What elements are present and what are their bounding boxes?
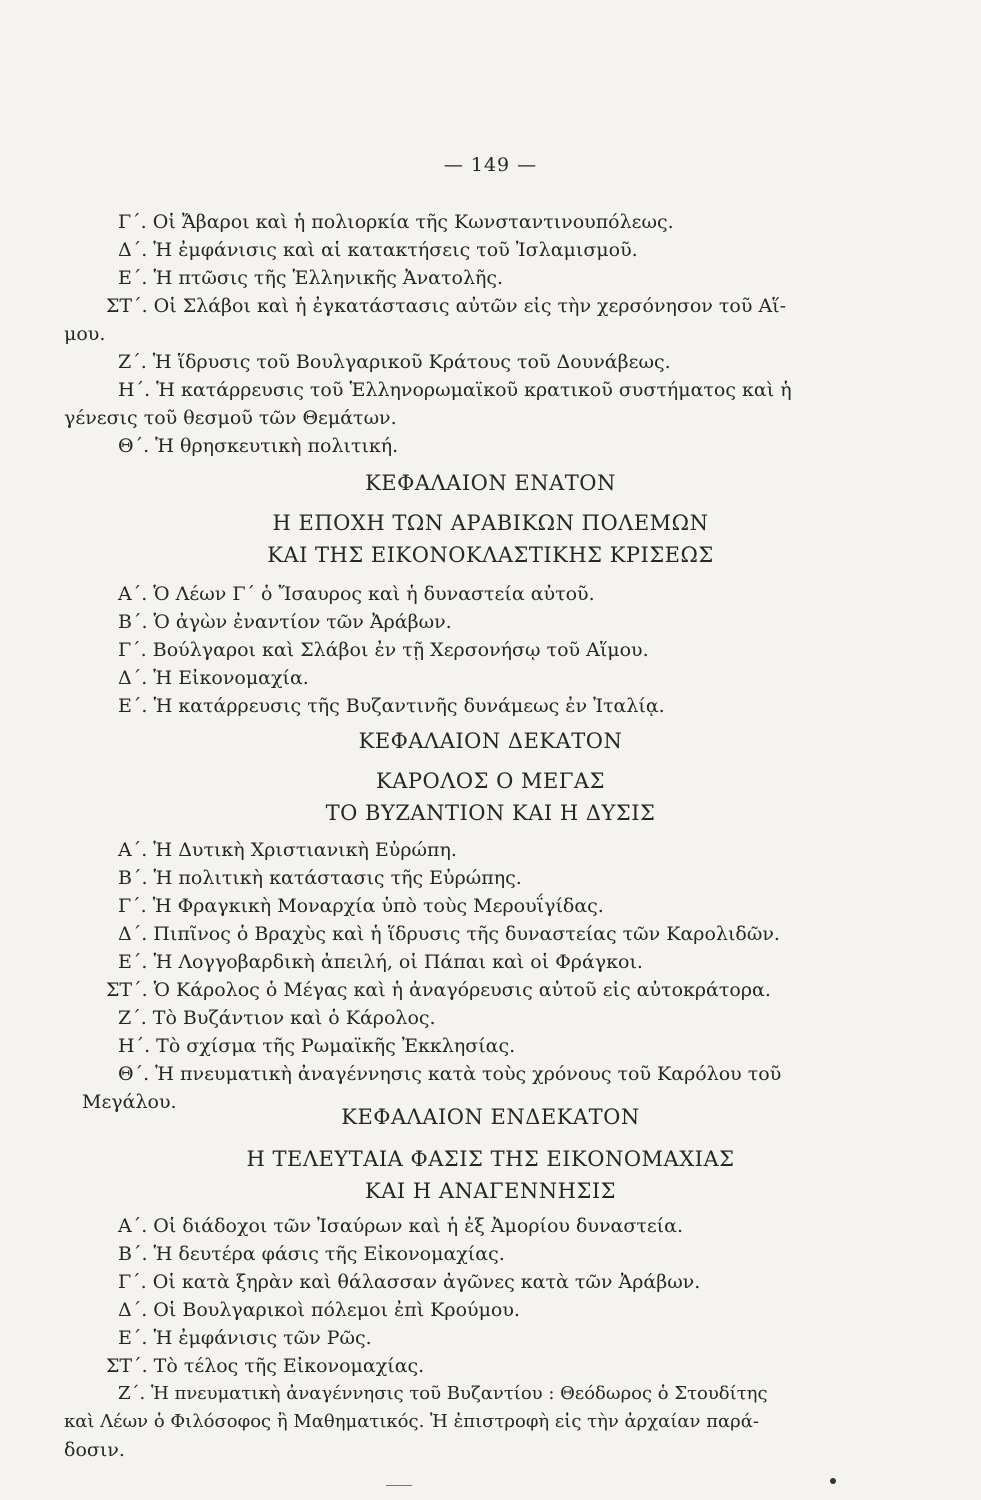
toc-line: Γ΄. Βούλγαροι καὶ Σλάβοι ἐν τῇ Χερσονήσῳ τοῦ Αἵμου. [118,639,649,661]
toc-line: Ζ΄. Ἡ ἵδρυσις τοῦ Βουλγαρικοῦ Κράτους τοῦ Δουνάβεως. [118,351,671,373]
toc-line: δοσιν. [64,1439,125,1461]
toc-line: Β΄. Ἡ πολιτικὴ κατάστασις τῆς Εὐρώπης. [118,867,522,889]
toc-line: Ζ΄. Ἡ πνευματικὴ ἀναγέννησις τοῦ Βυζαντίου : Θεόδωρος ὁ Στουδίτης [118,1383,768,1404]
toc-line: καὶ Λέων ὁ Φιλόσοφος ἢ Μαθηματικός. Ἡ ἐπιστροφὴ εἰς τὴν ἀρχαίαν παρά- [64,1411,760,1432]
chapter-subtitle: Η ΕΠΟΧΗ ΤΩΝ ΑΡΑΒΙΚΩΝ ΠΟΛΕΜΩΝ [272,511,709,535]
toc-line: Η΄. Τὸ σχίσμα τῆς Ρωμαϊκῆς Ἐκκλησίας. [118,1035,516,1057]
chapter-subtitle: ΚΑΙ ΤΗΣ ΕΙΚΟΝΟΚΛΑΣΤΙΚΗΣ ΚΡΙΣΕΩΣ [267,543,714,567]
toc-line: Α΄. Οἱ διάδοχοι τῶν Ἰσαύρων καὶ ἡ ἐξ Ἀμορίου δυναστεία. [118,1215,683,1237]
chapter-title: ΚΕΦΑΛΑΙΟΝ ΕΝΑΤΟΝ [365,471,616,495]
chapter-subtitle: ΤΟ ΒΥΖΑΝΤΙΟΝ ΚΑΙ Η ΔΥΣΙΣ [325,801,656,825]
toc-line: ΣΤ΄. Οἱ Σλάβοι καὶ ἡ ἐγκατάστασις αὐτῶν εἰς τὴν χερσόνησον τοῦ Αἵ- [106,295,787,317]
chapter-title: ΚΕΦΑΛΑΙΟΝ ΔΕΚΑΤΟΝ [358,729,623,753]
toc-line: Δ΄. Ἡ ἐμφάνισις καὶ αἱ κατακτήσεις τοῦ Ἰσλαμισμοῦ. [118,239,638,261]
toc-line: Ε΄. Ἡ ἐμφάνισις τῶν Ρῶς. [118,1327,372,1349]
toc-line: Α΄. Ἡ Δυτικὴ Χριστιανικὴ Εὐρώπη. [118,839,457,861]
toc-line: Θ΄. Ἡ πνευματικὴ ἀναγέννησις κατὰ τοὺς χρόνους τοῦ Καρόλου τοῦ [118,1063,782,1085]
toc-line: Ε΄. Ἡ κατάρρευσις τῆς Βυζαντινῆς δυνάμεως ἐν Ἰταλίᾳ. [118,695,665,717]
toc-line: Δ΄. Οἱ Βουλγαρικοὶ πόλεμοι ἐπὶ Κρούμου. [118,1299,520,1321]
chapter-subtitle: ΚΑΡΟΛΟΣ Ο ΜΕΓΑΣ [376,769,605,793]
toc-line: Μεγάλου. [82,1091,177,1113]
toc-line: Γ΄. Ἡ Φραγκικὴ Μοναρχία ὑπὸ τοὺς Μερουΐγίδας. [118,895,604,917]
toc-line: Α΄. Ὁ Λέων Γ΄ ὁ Ἴσαυρος καὶ ἡ δυναστεία αὐτοῦ. [118,583,595,605]
toc-line: Ε΄. Ἡ πτῶσις τῆς Ἑλληνικῆς Ἀνατολῆς. [118,267,504,289]
toc-line: Η΄. Ἡ κατάρρευσις τοῦ Ἑλληνορωμαϊκοῦ κρατικοῦ συστήματος καὶ ἡ [118,379,792,401]
toc-line: Γ΄. Οἱ Ἄβαροι καὶ ἡ πολιορκία τῆς Κωνσταντινουπόλεως. [118,211,674,233]
toc-line: Γ΄. Οἱ κατὰ ξηρὰν καὶ θάλασσαν ἀγῶνες κατὰ τῶν Ἀράβων. [118,1271,701,1293]
page-number: — 149 — [443,154,538,176]
toc-line: Δ΄. Ἡ Εἰκονομαχία. [118,667,309,689]
toc-line: Ε΄. Ἡ Λογγοβαρδικὴ ἀπειλή, οἱ Πάπαι καὶ οἱ Φράγκοι. [118,951,643,973]
toc-line: ΣΤ΄. Ὁ Κάρολος ὁ Μέγας καὶ ἡ ἀναγόρευσις αὐτοῦ εἰς αὐτοκράτορα. [106,979,771,1001]
toc-line: ΣΤ΄. Τὸ τέλος τῆς Εἰκονομαχίας. [106,1355,425,1377]
toc-line: Δ΄. Πιπῖνος ὁ Βραχὺς καὶ ἡ ἵδρυσις τῆς δυναστείας τῶν Καρολιδῶν. [118,923,780,945]
toc-line: μου. [64,323,106,345]
chapter-subtitle: ΚΑΙ Η ΑΝΑΓΕΝΝΗΣΙΣ [365,1179,616,1203]
toc-line: Ζ΄. Τὸ Βυζάντιον καὶ ὁ Κάρολος. [118,1007,436,1029]
toc-line: Β΄. Ὁ ἀγὼν ἐναντίον τῶν Ἀράβων. [118,611,452,633]
ink-speck [830,1478,836,1484]
toc-line: γένεσις τοῦ θεσμοῦ τῶν Θεμάτων. [64,407,397,429]
toc-line: Θ΄. Ἡ θρησκευτικὴ πολιτική. [118,435,399,457]
footer-rule [386,1485,412,1486]
chapter-subtitle: Η ΤΕΛΕΥΤΑΙΑ ΦΑΣΙΣ ΤΗΣ ΕΙΚΟΝΟΜΑΧΙΑΣ [246,1147,735,1171]
toc-line: Β΄. Ἡ δευτέρα φάσις τῆς Εἰκονομαχίας. [118,1243,505,1265]
chapter-title: ΚΕΦΑΛΑΙΟΝ ΕΝΔΕΚΑΤΟΝ [341,1105,640,1129]
